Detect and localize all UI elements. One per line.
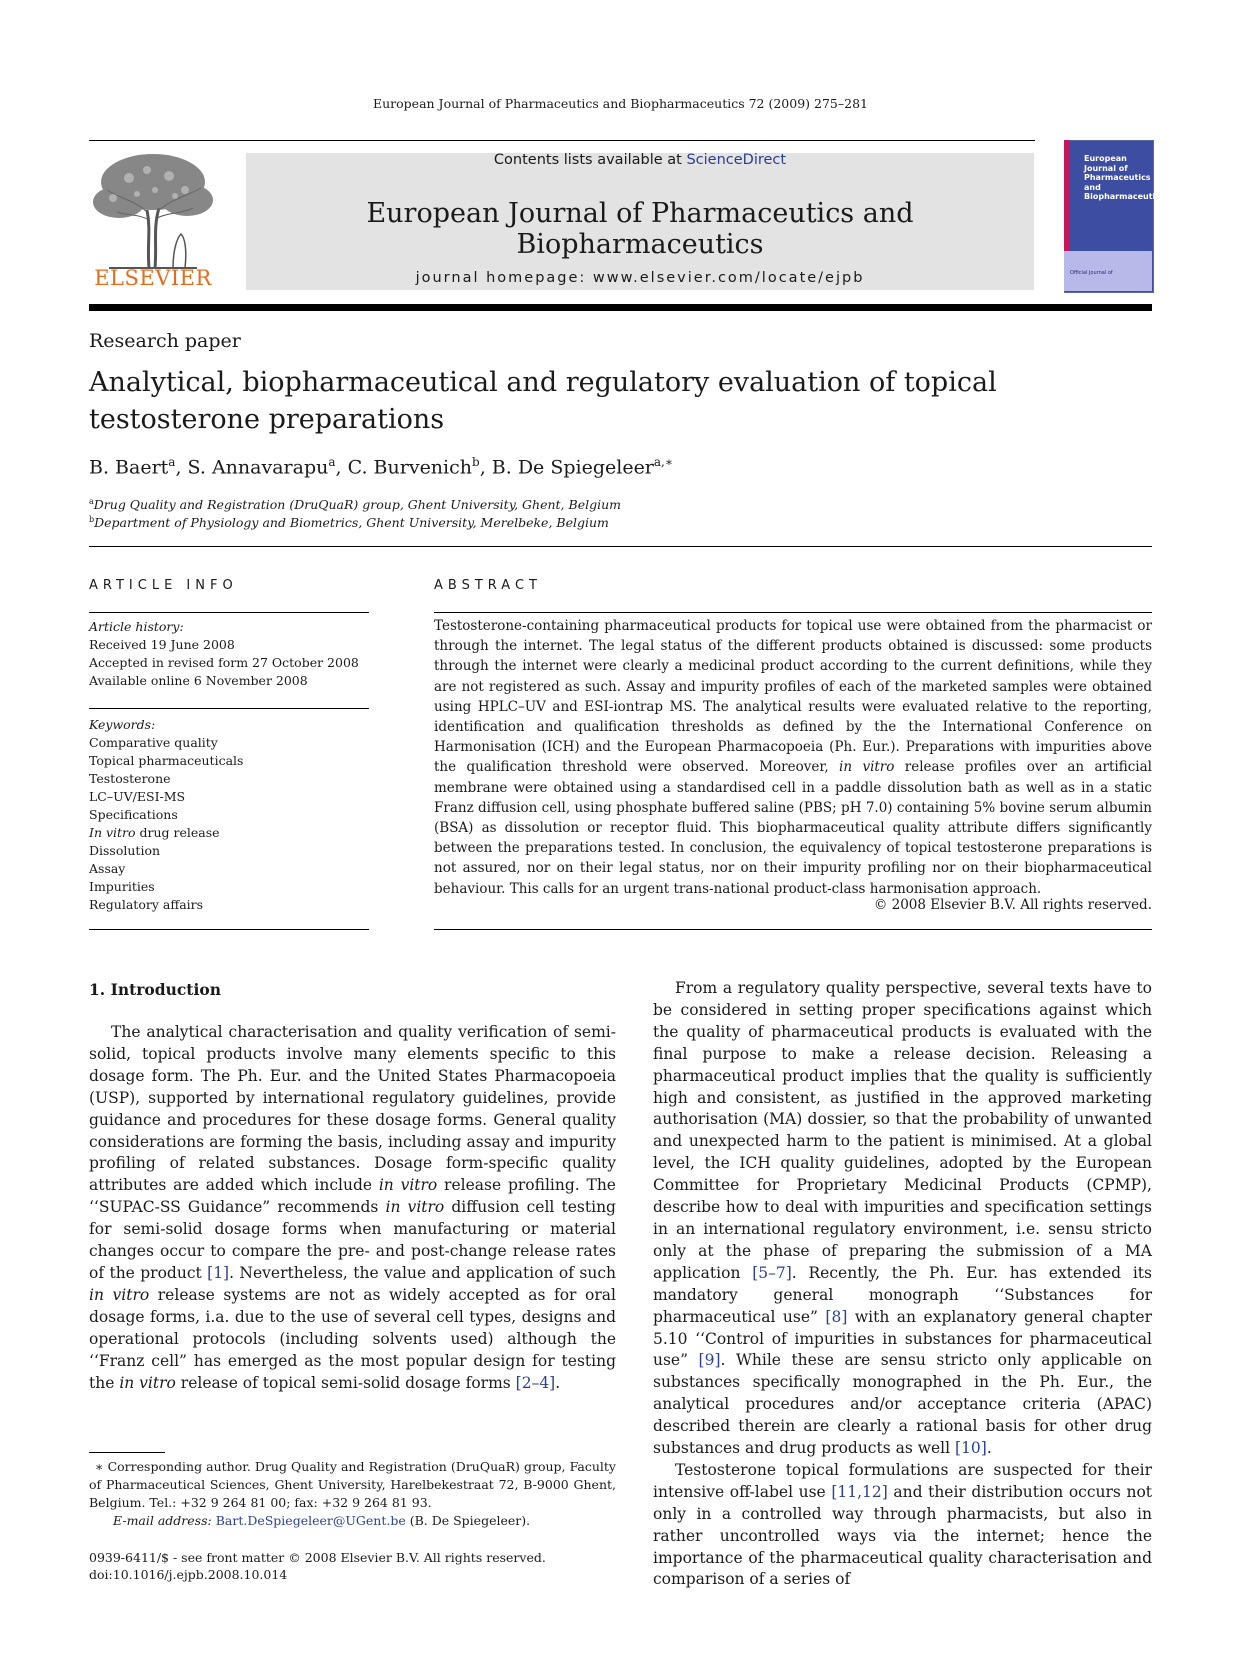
header-thick-rule [89, 304, 1152, 311]
author-affil-mark: a,∗ [653, 455, 674, 469]
affiliation-mark: b [89, 515, 95, 524]
section-rule [89, 546, 1152, 547]
keyword: Dissolution [89, 843, 161, 858]
abstract-part: Testosterone-containing pharmaceutical products for topical use were obtained from the pharmacist or through the internet. The legal status of the different products obtained is discussed: some products through the internet were clearly a medicinal product according to the current definitions, while they are not registered as such. Assay and impurity profiles of each of the marketed samples were obtained using HPLC–UV and ESI-iontrap MS. The analytical results were evaluated relative to the reporting, identification and qualification thresholds as defined by the the International Conference on Harmonisation (ICH) and the European Pharmacopoeia (Ph. Eur.). Preparations with impurities above the qualification threshold were observed. Moreover, [434, 618, 1152, 776]
author-affil-mark: a [328, 455, 336, 469]
text-run: . [986, 1439, 992, 1458]
keyword: Regulatory affairs [89, 897, 204, 912]
keywords-label: Keywords: [89, 717, 156, 732]
email-suffix: (B. De Spiegeleer). [405, 1513, 531, 1528]
citation-link[interactable]: [2–4] [515, 1373, 556, 1392]
citation-link[interactable]: [10] [955, 1439, 987, 1458]
cover-small-text: Official Journal of [1070, 270, 1113, 276]
affiliation-text: Drug Quality and Registration (DruQuaR) group, Ghent University, Ghent, Belgium [93, 497, 621, 513]
abstract-bottom-rule [434, 929, 1152, 930]
article-info-heading: ARTICLE INFO [89, 578, 238, 593]
keywords [89, 716, 369, 914]
author-name: B. De Spiegeleer [491, 456, 654, 479]
text-run: with an explanatory general chapter 5.10 ‘‘Control of impurities in substances for pharmaceutical use” [653, 1307, 1152, 1370]
author-name: C. Burvenich [347, 456, 472, 479]
citation-link[interactable]: [11,12] [831, 1482, 888, 1501]
journal-name: European Journal of Pharmaceutics and Biopharmaceutics [366, 198, 914, 260]
article-title: Analytical, biopharmaceutical and regulatory evaluation of topical testosterone preparations [89, 367, 997, 435]
history-label: Article history: [89, 619, 184, 634]
intro-paragraph [653, 978, 1152, 1460]
keyword: Comparative quality [89, 735, 218, 750]
abstract-copyright: © 2008 Elsevier B.V. All rights reserved. [873, 897, 1152, 913]
text-run: . Recently, the Ph. Eur. has extended its mandatory general monograph ‘‘Substances for pharmaceutical use” [653, 1263, 1152, 1326]
email-label: E-mail address: [113, 1513, 216, 1528]
intro-paragraph [653, 1460, 1152, 1591]
sciencedirect-link[interactable]: ScienceDirect [686, 152, 787, 168]
intro-paragraph [89, 1022, 616, 1394]
contents-prefix: Contents lists available at [493, 152, 687, 168]
text-run: release systems are not as widely accepted as for oral dosage forms, i.a. due to the use of several cell types, designs and operational protocols (including solvents used) although the ‘‘Franz cell” has emerged as the most popular design for testing the [89, 1285, 616, 1392]
keyword-rest: drug release [135, 825, 220, 840]
running-head: European Journal of Pharmaceutics and Biopharmaceutics 72 (2009) 275–281 [373, 96, 868, 111]
history-item: Received 19 June 2008 [89, 637, 235, 652]
corresponding-author-footnote [89, 1458, 616, 1530]
article-history [89, 618, 369, 690]
text-run: From a regulatory quality perspective, several texts have to be considered in setting proper specifications against which the quality of pharmaceutical products is evaluated with the final purpose to make a release decision. Releasing a pharmaceutical product implies that the quality is sufficiently high and consistent, as justified in the approved marketing authorisation (MA) dossier, so that the probability of unwanted and unexpected harm to the patient is minimised. At a global level, the ICH quality guidelines, adopted by the European Committee for Proprietary Medicinal Products (CPMP), describe how to deal with impurities and specification settings in an international regulatory environment, i.e. sensu stricto only at the phase of preparing the submission of a MA application [653, 979, 1152, 1282]
abstract-heading: ABSTRACT [434, 578, 542, 593]
publisher-name: ELSEVIER [94, 266, 212, 290]
cover-title-line: Pharmaceutics and [1084, 173, 1151, 192]
article-info-bottom-rule [89, 929, 369, 930]
front-matter [89, 1549, 546, 1583]
text-run: and their distribution occurs not only in a controlled way through pharmacists, but also in rather uncontrolled ways via the internet; hence the importance of the pharmaceutical quality characterisation and comparison of a series of [653, 1482, 1153, 1589]
abstract-text [434, 616, 1152, 899]
italic-term: in vitro [378, 1176, 438, 1195]
doi[interactable]: doi:10.1016/j.ejpb.2008.10.014 [89, 1567, 288, 1582]
footnote-email-line [89, 1512, 616, 1530]
keyword [89, 824, 369, 842]
keyword: Assay [89, 861, 126, 876]
text-run: diffusion cell testing for semi-solid dosage forms when manufacturing or material changes occur to compare the pre- and post-change release rates of the product [89, 1198, 616, 1282]
intro-heading: 1. Introduction [89, 980, 221, 999]
cover-title [1084, 154, 1165, 202]
cover-title-line: Biopharmaceutics [1084, 192, 1165, 201]
italic-term: in vitro [385, 1198, 445, 1217]
keyword: LC–UV/ESI-MS [89, 789, 186, 804]
contents-line [246, 152, 1034, 168]
article-type: Research paper [89, 330, 241, 352]
article-info-rule [89, 612, 369, 613]
history-item: Accepted in revised form 27 October 2008 [89, 655, 359, 670]
footnote-text: Corresponding author. Drug Quality and Registration (DruQuaR) group, Faculty of Pharmaceutical Sciences, Ghent University, Harelbekestraat 72, B-9000 Ghent, Belgium. Tel.: +32 9 264 81 00; fax: +32 9 264 81 93. [89, 1459, 616, 1510]
italic-term: in vitro [119, 1373, 176, 1392]
right-column [653, 978, 1152, 1591]
footnote-rule [89, 1452, 165, 1453]
text-run: release profiling. The ‘‘SUPAC-SS Guidance” recommends [89, 1176, 616, 1217]
affiliation [89, 515, 609, 530]
affiliation [89, 497, 621, 512]
citation-link[interactable]: [9] [698, 1351, 721, 1370]
keyword: Specifications [89, 807, 178, 822]
text-run: . While these are sensu stricto only applicable on substances specifically monographed in the Ph. Eur., the analytical procedures and/or acceptance criteria (APAC) described therein are clearly a rational basis for other drug substances and drug products as well [653, 1351, 1152, 1458]
keyword: Testosterone [89, 771, 171, 786]
citation-link[interactable]: [8] [825, 1307, 848, 1326]
cover-title-line: European [1084, 154, 1127, 163]
abstract-italic: in vitro [839, 759, 895, 776]
italic-term: in vitro [89, 1285, 150, 1304]
keyword: Topical pharmaceuticals [89, 753, 244, 768]
keyword: Impurities [89, 879, 155, 894]
text-run: . [555, 1373, 561, 1392]
cover-title-line: Journal of [1084, 163, 1128, 173]
issn-line: 0939-6411/$ - see front matter © 2008 Elsevier B.V. All rights reserved. [89, 1550, 546, 1565]
text-run: release of topical semi-solid dosage forms [175, 1373, 516, 1392]
affiliation-text: Department of Physiology and Biometrics, Ghent University, Merelbeke, Belgium [94, 515, 609, 531]
journal-homepage[interactable]: journal homepage: www.elsevier.com/locate/ejpb [415, 270, 865, 286]
footnote-mark: ∗ [95, 1459, 104, 1474]
email-link[interactable]: Bart.DeSpiegeleer@UGent.be [215, 1513, 406, 1528]
keywords-rule [89, 708, 369, 709]
author-name: B. Baert [89, 456, 169, 479]
text-run: . Nevertheless, the value and application of such [229, 1263, 616, 1282]
author-affil-mark: a [168, 455, 176, 469]
author-list: B. Baert$^a$, S. Annavarapu$^a$, C. Burvenich$^b$, B. De Spiegeleer$^{a,∗}$ [89, 455, 674, 479]
history-item: Available online 6 November 2008 [89, 673, 308, 688]
abstract-part: release profiles over an artificial membrane were obtained using a standardised cell in a paddle dissolution bath as well as in a static Franz diffusion cell, using phosphate buffered saline (PBS; pH 7.0) containing 5% bovine serum albumin (BSA) as dissolution or receptor fluid. This biopharmaceutical quality attribute differs significantly between the preparations tested. In conclusion, the equivalency of topical testosterone preparations is not assured, nor on their legal status, nor on their impurity profiling nor on their biopharmaceutical behaviour. This calls for an urgent trans-national product-class harmonisation approach. [434, 759, 1152, 897]
affiliation-mark: a [89, 497, 94, 506]
text-run: The analytical characterisation and quality verification of semi-solid, topical products involve many elements specific to this dosage form. The Ph. Eur. and the United States Pharmacopoeia (USP), supported by international regulatory guidelines, provide guidance and procedures for these dosage forms. General quality considerations are forming the basis, including assay and impurity profiling of related substances. Dosage form-specific quality attributes are added which include [89, 1023, 616, 1195]
citation-link[interactable]: [5–7] [752, 1263, 792, 1282]
author-affil-mark: b [472, 455, 480, 469]
text-run: Testosterone topical formulations are suspected for their intensive off-label use [653, 1460, 1152, 1501]
top-rule [89, 140, 1035, 141]
keyword-italic-part: In vitro [89, 825, 136, 840]
citation-link[interactable]: [1] [207, 1263, 230, 1282]
abstract-rule [434, 612, 1152, 613]
author-name: S. Annavarapu [187, 456, 329, 479]
